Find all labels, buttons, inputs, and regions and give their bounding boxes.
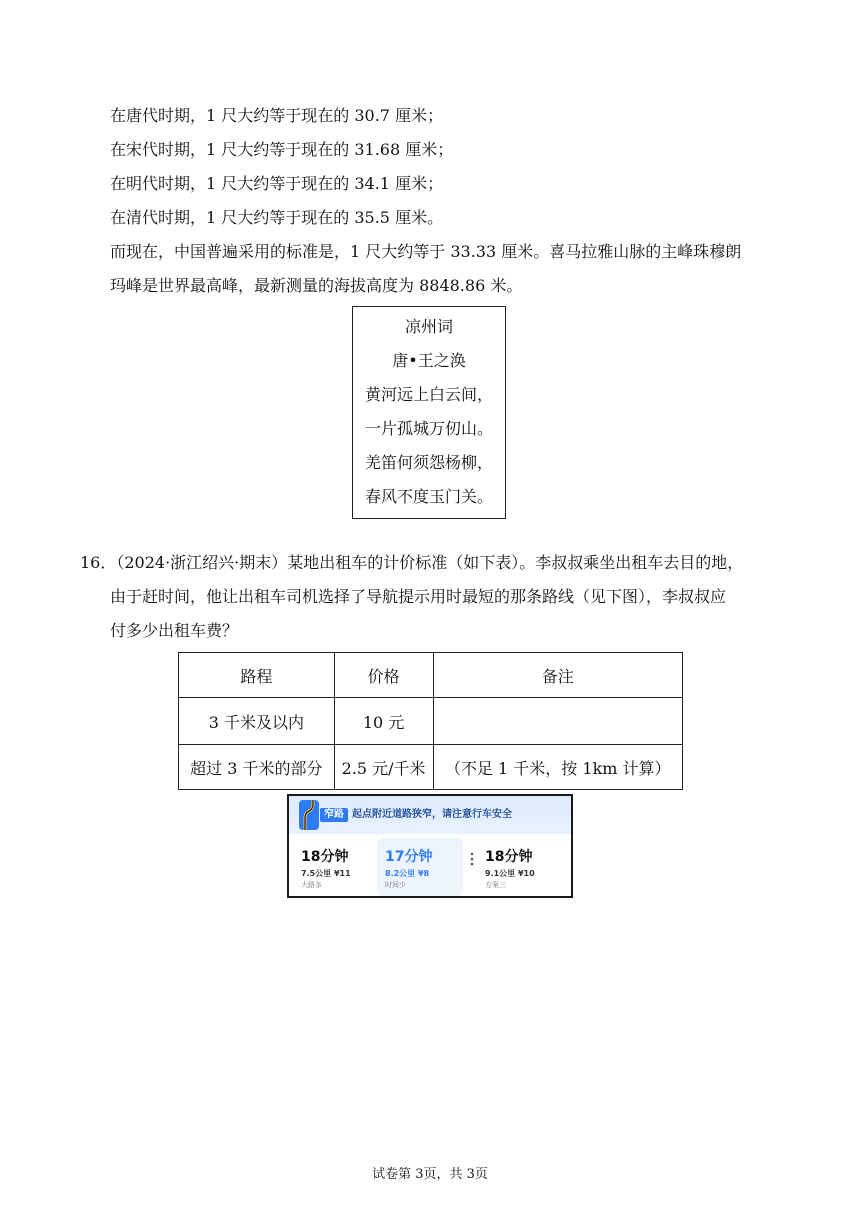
cell-price: 2.5 元/千米 (334, 745, 433, 790)
cell-note (433, 698, 683, 745)
route-distance-cost: 8.2公里 ¥8 (385, 869, 430, 878)
poem-line: 春风不度玉门关。 (364, 487, 493, 506)
narrow-road-tag: 窄路 (320, 808, 348, 822)
route-label: 时间少 (385, 881, 406, 889)
route-distance-cost: 9.1公里 ¥10 (485, 869, 535, 878)
intro-line-ming: 在明代时期，1 尺大约等于现在的 34.1 厘米； (110, 174, 444, 193)
table-row (179, 698, 683, 745)
narrow-road-message: 起点附近道路狭窄，请注意行车安全 (352, 809, 512, 820)
question-16 (80, 553, 743, 573)
poem-box (352, 306, 506, 519)
intro-line-qing: 在清代时期，1 尺大约等于现在的 35.5 厘米。 (110, 208, 444, 227)
poem-title: 凉州词 (404, 317, 453, 336)
route-option-3[interactable] (477, 838, 563, 896)
poem-author: 唐•王之涣 (392, 351, 466, 370)
more-options-icon[interactable] (470, 852, 474, 866)
poem-line: 羌笛何须怨杨柳， (364, 453, 493, 472)
header-distance: 路程 (179, 653, 335, 698)
route-option-2-selected[interactable] (377, 838, 463, 896)
cell-note: （不足 1 千米，按 1km 计算） (433, 745, 683, 790)
header-note: 备注 (433, 653, 683, 698)
narrow-road-icon (299, 800, 319, 830)
question-line: 由于赶时间，他让出租车司机选择了导航提示用时最短的那条路线（见下图），李叔叔应 (110, 587, 727, 606)
fare-table (178, 652, 683, 790)
intro-line-song: 在宋代时期，1 尺大约等于现在的 31.68 厘米； (110, 140, 454, 159)
poem-line: 黄河远上白云间， (364, 385, 493, 404)
cell-distance: 超过 3 千米的部分 (179, 745, 335, 790)
header-price: 价格 (334, 653, 433, 698)
question-line: 付多少出租车费？ (110, 621, 239, 640)
route-time: 17分钟 (385, 849, 433, 865)
cell-price: 10 元 (334, 698, 433, 745)
cell-distance: 3 千米及以内 (179, 698, 335, 745)
intro-line-everest: 玛峰是世界最高峰，最新测量的海拔高度为 8848.86 米。 (110, 276, 523, 295)
narrow-road-banner (289, 796, 571, 834)
table-header-row (179, 653, 683, 698)
poem-line: 一片孤城万仞山。 (364, 419, 493, 438)
route-option-1[interactable] (293, 838, 379, 896)
question-line: （2024·浙江绍兴·期末）某地出租车的计价标准（如下表）。李叔叔乘坐出租车去目的地， (116, 553, 744, 572)
intro-line-tang: 在唐代时期，1 尺大约等于现在的 30.7 厘米； (110, 106, 444, 125)
route-label: 大路多 (301, 881, 322, 889)
navigation-screenshot (287, 794, 573, 898)
question-number: 16． (80, 553, 117, 572)
route-time: 18分钟 (301, 849, 349, 865)
route-label: 方案三 (485, 881, 506, 889)
route-distance-cost: 7.5公里 ¥11 (301, 869, 351, 878)
page-footer: 试卷第 3页，共 3页 (372, 1167, 488, 1182)
table-row (179, 745, 683, 790)
intro-line-modern: 而现在，中国普遍采用的标准是，1 尺大约等于 33.33 厘米。喜马拉雅山脉的主峰珠穆朗 (110, 242, 742, 261)
route-time: 18分钟 (485, 849, 533, 865)
